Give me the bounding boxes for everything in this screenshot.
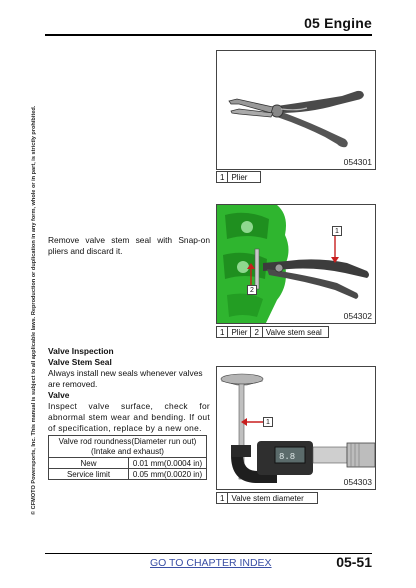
footer-divider bbox=[45, 553, 372, 554]
header-divider bbox=[45, 34, 372, 36]
valve-runout-spec-table bbox=[48, 435, 207, 480]
remove-instruction: Remove valve stem seal with Snap-on pliers and discard it. bbox=[48, 235, 210, 256]
page-number: 05-51 bbox=[336, 554, 372, 570]
callout-1: 1 bbox=[263, 417, 273, 427]
valve-micrometer-illustration bbox=[217, 367, 376, 490]
seal-removal-illustration bbox=[217, 205, 376, 324]
spec-title-line-1: Valve rod roundness(Diameter run out) bbox=[58, 436, 197, 446]
spec-label: New bbox=[49, 458, 129, 469]
chapter-index-link[interactable]: GO TO CHAPTER INDEX bbox=[150, 557, 272, 569]
plier-illustration bbox=[217, 51, 376, 170]
caption-number: 1 bbox=[217, 493, 228, 503]
figure-caption bbox=[216, 326, 329, 338]
callout-2: 2 bbox=[247, 285, 257, 295]
valve-inspection-heading: Valve Inspection bbox=[48, 346, 114, 356]
callout-1: 1 bbox=[332, 226, 342, 236]
caption-number: 1 bbox=[217, 172, 228, 182]
caption-label: Plier bbox=[228, 327, 251, 337]
spec-label: Service limit bbox=[49, 469, 129, 480]
valve-inspection-section bbox=[48, 346, 210, 434]
figure-caption bbox=[216, 171, 261, 183]
spec-value: 0.01 mm(0.0004 in) bbox=[129, 458, 207, 469]
figure-id: 054301 bbox=[343, 157, 372, 167]
caption-number: 1 bbox=[217, 327, 228, 337]
caption-label: Valve stem diameter bbox=[231, 493, 304, 503]
svg-text:8.8: 8.8 bbox=[279, 452, 296, 462]
figure-caption bbox=[216, 492, 318, 504]
valve-stem-seal-text: Always install new seals whenever valves are removed. bbox=[48, 368, 203, 389]
section-title: 05 Engine bbox=[304, 15, 372, 31]
caption-label: Valve stem seal bbox=[265, 327, 322, 337]
valve-stem-seal-heading: Valve Stem Seal bbox=[48, 357, 112, 367]
spec-table-title bbox=[49, 436, 207, 458]
figure-plier bbox=[216, 50, 376, 170]
figure-id: 054303 bbox=[343, 477, 372, 487]
table-row bbox=[49, 469, 207, 480]
spec-title-line-2: (Intake and exhaust) bbox=[91, 446, 164, 456]
valve-text: Inspect valve surface, check for abnormal stem wear and bending. If out of specification, replace by a new one. bbox=[48, 401, 210, 433]
caption-label: Plier bbox=[231, 172, 248, 182]
copyright-notice: © CFMOTO Powersports, Inc. This manual is subject to all applicable laws. Reproduction or duplication in any form, whole or in part, is strictly prohibited. bbox=[31, 105, 37, 515]
valve-heading: Valve bbox=[48, 390, 70, 400]
caption-number: 2 bbox=[251, 327, 262, 337]
figure-valve-micrometer bbox=[216, 366, 376, 490]
figure-remove-seal bbox=[216, 204, 376, 324]
table-row bbox=[49, 458, 207, 469]
figure-id: 054302 bbox=[343, 311, 372, 321]
spec-value: 0.05 mm(0.0020 in) bbox=[129, 469, 207, 480]
